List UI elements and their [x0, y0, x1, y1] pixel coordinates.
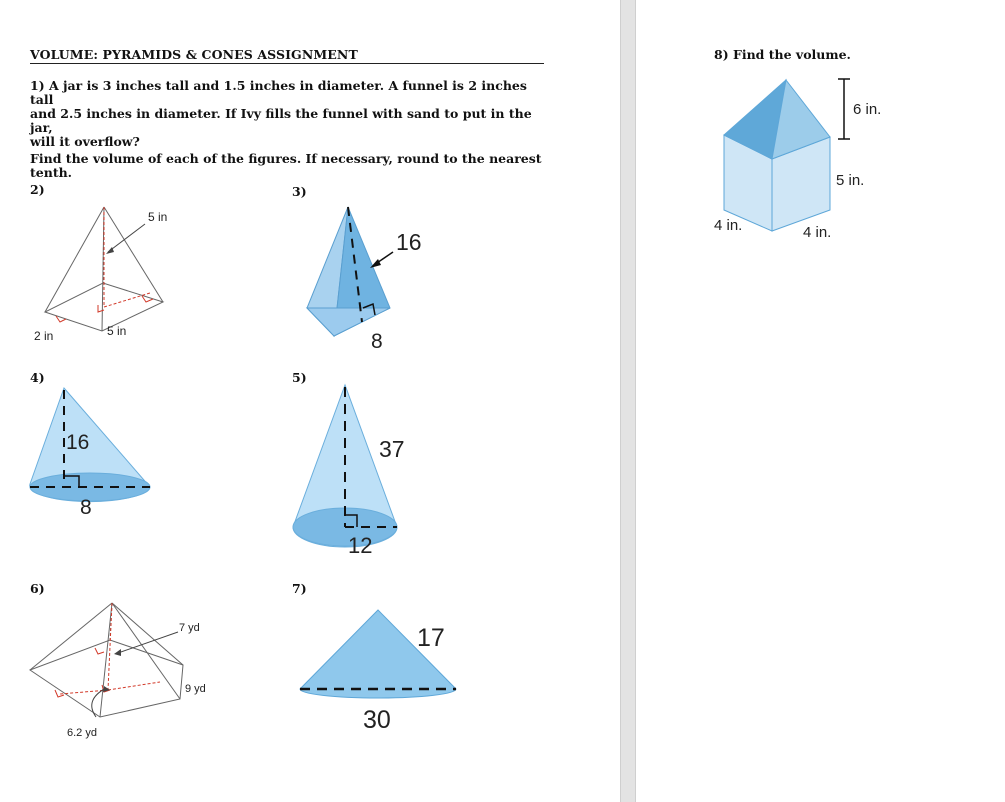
figure-3-triangular-pyramid	[307, 207, 393, 336]
problem-5-number: 5)	[292, 370, 307, 385]
label-slant: 7 yd	[179, 622, 200, 634]
label-width: 4 in.	[714, 217, 743, 234]
label-depth: 4 in.	[803, 224, 832, 241]
label-radius: 12	[348, 533, 373, 558]
label-radius: 8	[80, 496, 92, 519]
label-slant: 17	[417, 624, 445, 652]
page-title: VOLUME: PYRAMIDS & CONES ASSIGNMENT	[30, 47, 544, 64]
figure-4-cone	[30, 388, 150, 502]
instructions-line: Find the volume of each of the figures. If necessary, round to the nearest	[30, 151, 542, 166]
label-diameter: 30	[363, 706, 391, 734]
label-side: 9 yd	[185, 683, 206, 695]
problem-1-line: will it overflow?	[30, 134, 140, 149]
label-height: 16	[66, 431, 90, 454]
problem-3-number: 3)	[292, 184, 307, 199]
figure-8-composite-solid	[724, 79, 850, 231]
label-depth: 2 in	[34, 329, 54, 343]
problem-1-line: and 2.5 inches in diameter. If Ivy fills the funnel with sand to put in the jar,	[30, 106, 532, 135]
problem-4-number: 4)	[30, 370, 45, 385]
label-slant: 37	[379, 436, 405, 462]
label-width: 5 in	[107, 324, 127, 338]
label-prism-height: 5 in.	[836, 172, 865, 189]
label-slant: 5 in	[148, 210, 168, 224]
pointer-arrow	[108, 224, 145, 252]
label-slant: 16	[396, 229, 422, 255]
problem-8-title: 8) Find the volume.	[714, 47, 851, 62]
problem-2-number: 2)	[30, 182, 45, 197]
label-pyramid-height: 6 in.	[853, 101, 882, 118]
instructions-line: tenth.	[30, 165, 73, 180]
figure-6-pentagonal-pyramid	[30, 603, 183, 717]
figure-5-cone	[293, 385, 397, 547]
problem-7-number: 7)	[292, 581, 307, 596]
label-base: 8	[371, 330, 383, 353]
problem-6-number: 6)	[30, 581, 45, 596]
problem-1-line: 1) A jar is 3 inches tall and 1.5 inches in diameter. A funnel is 2 inches tall	[30, 78, 527, 107]
label-apothem: 6.2 yd	[67, 727, 97, 739]
